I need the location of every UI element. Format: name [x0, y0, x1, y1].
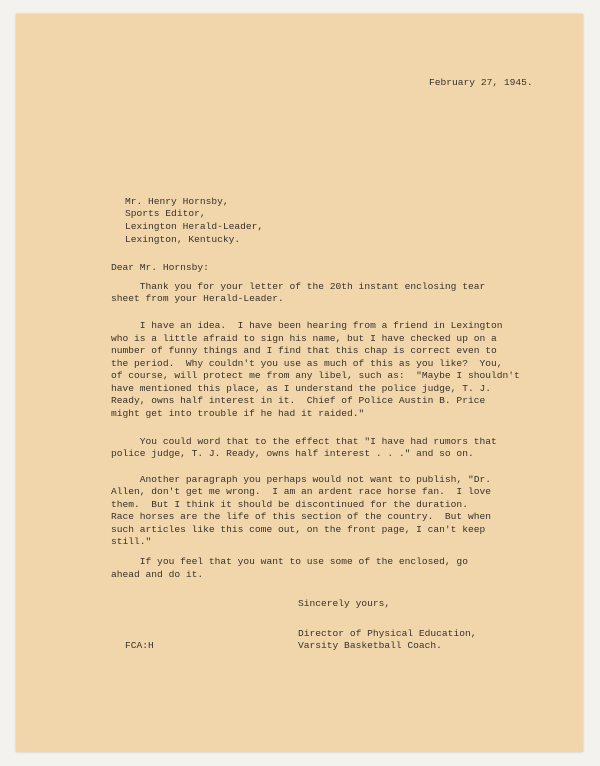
recipient-line: Mr. Henry Hornsby, [125, 196, 229, 207]
recipient-line: Lexington Herald-Leader, [125, 221, 264, 232]
signature-title-line: Varsity Basketball Coach. [298, 640, 442, 651]
signature-title-line: Director of Physical Education, [298, 628, 477, 639]
closing: Sincerely yours, [298, 598, 391, 609]
body-line: Thank you for your letter of the 20th instant enclosing tear [111, 281, 486, 292]
body-line: might get into trouble if he had it raided." [111, 408, 365, 419]
recipient-line: Sports Editor, [125, 208, 206, 219]
typist-initials: FCA:H [125, 640, 154, 651]
salutation: Dear Mr. Hornsby: [111, 262, 209, 273]
letter-date: February 27, 1945. [429, 77, 533, 88]
body-line: who is a little afraid to sign his name, but I have checked up on a [111, 333, 497, 344]
body-line: I have an idea. I have been hearing from a friend in Lexington [111, 320, 503, 331]
body-line: Ready, owns half interest in it. Chief of Police Austin B. Price [111, 395, 486, 406]
body-line: the period. Why couldn't you use as much of this as you like? You, [111, 358, 503, 369]
body-line: number of funny things and I find that this chap is correct even to [111, 345, 497, 356]
body-line: If you feel that you want to use some of the enclosed, go [111, 556, 468, 567]
body-line: Allen, don't get me wrong. I am an ardent race horse fan. I love [111, 486, 491, 497]
body-line: of course, will protect me from any libel, such as: "Maybe I shouldn't [111, 370, 520, 381]
body-line: Another paragraph you perhaps would not want to publish, "Dr. [111, 474, 491, 485]
body-line: ahead and do it. [111, 569, 204, 580]
body-line: You could word that to the effect that "I have had rumors that [111, 436, 497, 447]
body-line: them. But I think it should be discontinued for the duration. [111, 499, 468, 510]
body-line: sheet from your Herald-Leader. [111, 293, 284, 304]
recipient-line: Lexington, Kentucky. [125, 234, 241, 245]
body-line: Race horses are the life of this section of the country. But when [111, 511, 491, 522]
body-line: have mentioned this place, as I understand the police judge, T. J. [111, 383, 491, 394]
body-line: still." [111, 536, 152, 547]
body-line: such articles like this come out, on the front page, I can't keep [111, 524, 486, 535]
body-line: police judge, T. J. Ready, owns half interest . . ." and so on. [111, 448, 474, 459]
